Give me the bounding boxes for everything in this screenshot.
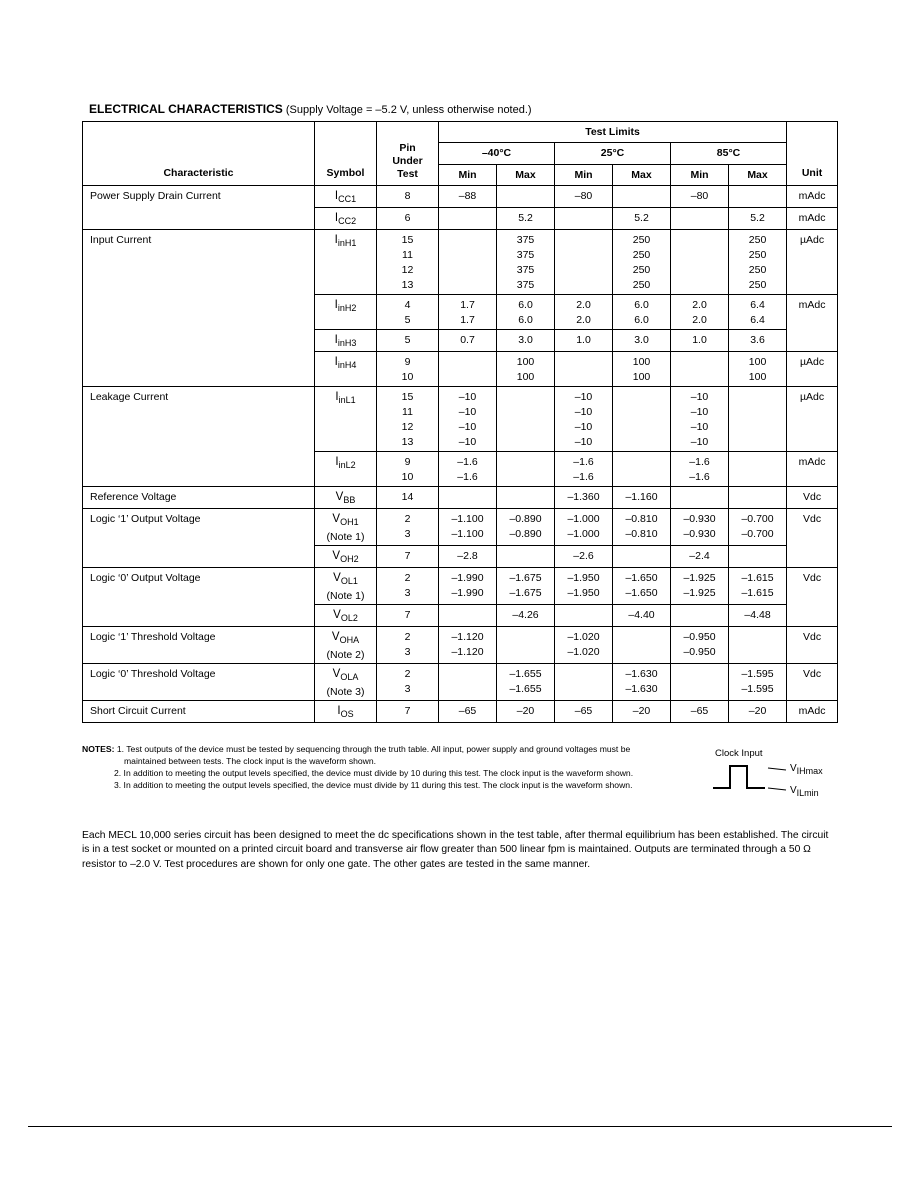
limit-cell: 6.4 6.4 <box>729 295 787 330</box>
characteristic-cell: Power Supply Drain Current <box>83 186 315 230</box>
limit-cell <box>497 387 555 452</box>
pin-cell: 15 11 12 13 <box>377 230 439 295</box>
limit-cell: 2.0 2.0 <box>555 295 613 330</box>
limit-cell: –1.630 –1.630 <box>613 664 671 701</box>
symbol-cell: IinH4 <box>315 352 377 387</box>
limit-cell: 3.0 <box>497 330 555 352</box>
limit-cell: 250 250 250 250 <box>613 230 671 295</box>
limit-cell: 5.2 <box>497 208 555 230</box>
limit-cell <box>729 487 787 509</box>
pin-cell: 7 <box>377 701 439 723</box>
symbol-cell: IinH1 <box>315 230 377 295</box>
table-row <box>83 186 838 208</box>
characteristic-cell: Logic ‘0’ Output Voltage <box>83 568 315 627</box>
limit-cell: –4.40 <box>613 605 671 627</box>
limit-cell <box>613 186 671 208</box>
unit-cell: Vdc <box>787 627 838 664</box>
unit-cell: mAdc <box>787 208 838 230</box>
limit-cell <box>613 452 671 487</box>
table-row <box>83 509 838 546</box>
limit-cell <box>555 230 613 295</box>
limit-cell: –1.6 –1.6 <box>555 452 613 487</box>
limit-cell: –1.615 –1.615 <box>729 568 787 605</box>
limit-cell: 1.0 <box>555 330 613 352</box>
notes <box>82 743 642 791</box>
limit-cell <box>671 230 729 295</box>
pin-cell: 14 <box>377 487 439 509</box>
limit-cell <box>555 605 613 627</box>
pin-cell: 4 5 <box>377 295 439 330</box>
limit-cell <box>729 387 787 452</box>
pin-cell: 8 <box>377 186 439 208</box>
header-min: Min <box>555 165 613 186</box>
unit-cell: mAdc <box>787 701 838 723</box>
limit-cell: –10 –10 –10 –10 <box>671 387 729 452</box>
characteristic-cell: Leakage Current <box>83 387 315 487</box>
limit-cell <box>439 664 497 701</box>
limit-cell: 6.0 6.0 <box>497 295 555 330</box>
table-row <box>83 387 838 452</box>
pin-cell: 7 <box>377 605 439 627</box>
symbol-cell: ICC1 <box>315 186 377 208</box>
limit-cell <box>439 230 497 295</box>
limit-cell <box>613 546 671 568</box>
header-temp-85: 85°C <box>671 143 787 165</box>
limit-cell: –1.6 –1.6 <box>671 452 729 487</box>
limit-cell: –0.810 –0.810 <box>613 509 671 546</box>
limit-cell: 100 100 <box>497 352 555 387</box>
header-min: Min <box>439 165 497 186</box>
limit-cell: –88 <box>439 186 497 208</box>
limit-cell: 100 100 <box>729 352 787 387</box>
header-symbol: Symbol <box>315 122 377 186</box>
title-condition: (Supply Voltage = –5.2 V, unless otherwise noted.) <box>285 104 532 116</box>
pin-cell: 2 3 <box>377 664 439 701</box>
limit-cell: 6.0 6.0 <box>613 295 671 330</box>
table-title <box>89 102 532 116</box>
limit-cell <box>671 208 729 230</box>
clock-input-label: Clock Input <box>715 748 763 759</box>
unit-cell: µAdc <box>787 387 838 452</box>
limit-cell <box>729 452 787 487</box>
pin-cell: 9 10 <box>377 352 439 387</box>
limit-cell: –65 <box>671 701 729 723</box>
limit-cell: –1.990 –1.990 <box>439 568 497 605</box>
symbol-cell: IinH3 <box>315 330 377 352</box>
unit-cell: µAdc <box>787 352 838 387</box>
limit-cell <box>555 352 613 387</box>
header-max: Max <box>729 165 787 186</box>
notes-label: NOTES: <box>82 744 115 754</box>
table-row <box>83 664 838 701</box>
limit-cell <box>555 664 613 701</box>
characteristic-cell: Input Current <box>83 230 315 387</box>
characteristic-cell: Logic ‘1’ Threshold Voltage <box>83 627 315 664</box>
limit-cell <box>729 186 787 208</box>
pin-cell: 2 3 <box>377 509 439 546</box>
vih-max-label: VIHmax <box>790 763 823 776</box>
test-description-paragraph: Each MECL 10,000 series circuit has been designed to meet the dc specifications shown in the test table, after thermal equilibrium has been established. The circuit is in a test socket or mounted on a printed circuit board and transverse air flow greater than 500 linear fpm is maintained. Outputs are terminated through a 50 Ω resistor to –2.0 V. Test procedures are shown for only one gate. The other gates are tested in the same manner. <box>82 830 829 870</box>
limit-cell: –0.700 –0.700 <box>729 509 787 546</box>
limit-cell: –0.950 –0.950 <box>671 627 729 664</box>
limit-cell: 0.7 <box>439 330 497 352</box>
limit-cell: –1.675 –1.675 <box>497 568 555 605</box>
limit-cell: 1.0 <box>671 330 729 352</box>
characteristic-cell: Reference Voltage <box>83 487 315 509</box>
symbol-cell: IinL2 <box>315 452 377 487</box>
unit-cell: mAdc <box>787 186 838 208</box>
limit-cell: 5.2 <box>613 208 671 230</box>
limit-cell: –20 <box>729 701 787 723</box>
limit-cell: –2.8 <box>439 546 497 568</box>
limit-cell: –1.000 –1.000 <box>555 509 613 546</box>
symbol-cell: VOL1 (Note 1) <box>315 568 377 605</box>
limit-cell <box>671 664 729 701</box>
table-row <box>83 487 838 509</box>
limit-cell <box>671 605 729 627</box>
symbol-cell: IOS <box>315 701 377 723</box>
limit-cell: –4.26 <box>497 605 555 627</box>
table-row <box>83 568 838 605</box>
symbol-cell: ICC2 <box>315 208 377 230</box>
footer-rule <box>28 1126 892 1127</box>
limit-cell: –80 <box>555 186 613 208</box>
limit-cell <box>497 186 555 208</box>
limit-cell <box>497 487 555 509</box>
table-row <box>83 701 838 723</box>
limit-cell: –1.020 –1.020 <box>555 627 613 664</box>
symbol-cell: VOH2 <box>315 546 377 568</box>
electrical-characteristics-table <box>82 121 838 723</box>
pin-cell: 9 10 <box>377 452 439 487</box>
symbol-cell: VOH1 (Note 1) <box>315 509 377 546</box>
limit-cell <box>497 627 555 664</box>
unit-cell: µAdc <box>787 230 838 295</box>
pin-cell: 6 <box>377 208 439 230</box>
limit-cell: 100 100 <box>613 352 671 387</box>
limit-cell: –1.950 –1.950 <box>555 568 613 605</box>
limit-cell: –80 <box>671 186 729 208</box>
limit-cell: –1.925 –1.925 <box>671 568 729 605</box>
header-min: Min <box>671 165 729 186</box>
note-2: 2. In addition to meeting the output levels specified, the device must divide by 10 during this test. The clock input is the waveform shown. <box>114 768 634 778</box>
limit-cell: –1.360 <box>555 487 613 509</box>
pin-cell: 15 11 12 13 <box>377 387 439 452</box>
pin-cell: 5 <box>377 330 439 352</box>
symbol-cell: IinL1 <box>315 387 377 452</box>
header-pin-under-test: Pin Under Test <box>377 122 439 186</box>
limit-cell: –4.48 <box>729 605 787 627</box>
limit-cell <box>613 627 671 664</box>
unit-cell: mAdc <box>787 452 838 487</box>
limit-cell <box>671 352 729 387</box>
limit-cell <box>729 627 787 664</box>
symbol-note: (Note 1) <box>326 590 365 602</box>
limit-cell <box>497 452 555 487</box>
characteristic-cell: Logic ‘1’ Output Voltage <box>83 509 315 568</box>
limit-cell: 3.0 <box>613 330 671 352</box>
symbol-note: (Note 1) <box>326 531 365 543</box>
limit-cell <box>729 546 787 568</box>
header-max: Max <box>497 165 555 186</box>
header-temp-minus40: –40°C <box>439 143 555 165</box>
limit-cell: –0.890 –0.890 <box>497 509 555 546</box>
limit-cell: –20 <box>497 701 555 723</box>
header-temp-25: 25°C <box>555 143 671 165</box>
symbol-cell: VBB <box>315 487 377 509</box>
header-unit: Unit <box>787 122 838 186</box>
limit-cell: –0.930 –0.930 <box>671 509 729 546</box>
limit-cell: 1.7 1.7 <box>439 295 497 330</box>
limit-cell: –65 <box>555 701 613 723</box>
symbol-cell: IinH2 <box>315 295 377 330</box>
limit-cell: –10 –10 –10 –10 <box>439 387 497 452</box>
limit-cell <box>555 208 613 230</box>
limit-cell: 375 375 375 375 <box>497 230 555 295</box>
unit-cell: Vdc <box>787 664 838 701</box>
symbol-note: (Note 2) <box>326 649 365 661</box>
limit-cell <box>439 352 497 387</box>
symbol-cell: VOHA (Note 2) <box>315 627 377 664</box>
symbol-cell: VOLA (Note 3) <box>315 664 377 701</box>
limit-cell: –1.6 –1.6 <box>439 452 497 487</box>
limit-cell: –1.120 –1.120 <box>439 627 497 664</box>
limit-cell <box>613 387 671 452</box>
limit-cell <box>439 605 497 627</box>
note-3: 3. In addition to meeting the output levels specified, the device must divide by 11 during this test. The clock input is the waveform shown. <box>114 780 633 790</box>
pin-cell: 2 3 <box>377 627 439 664</box>
note-1: 1. Test outputs of the device must be tested by sequencing through the truth table. All input, power supply and ground voltages must be maintained between tests. The clock input is the waveform shown. <box>116 744 631 766</box>
title-heading: ELECTRICAL CHARACTERISTICS <box>89 102 283 116</box>
pin-cell: 7 <box>377 546 439 568</box>
header-test-limits: Test Limits <box>439 122 787 143</box>
limit-cell <box>497 546 555 568</box>
limit-cell <box>439 208 497 230</box>
limit-cell <box>671 487 729 509</box>
limit-cell: 3.6 <box>729 330 787 352</box>
limit-cell: 250 250 250 250 <box>729 230 787 295</box>
limit-cell: –10 –10 –10 –10 <box>555 387 613 452</box>
limit-cell: –65 <box>439 701 497 723</box>
limit-cell: 2.0 2.0 <box>671 295 729 330</box>
unit-cell: Vdc <box>787 509 838 568</box>
table-body <box>83 186 838 723</box>
limit-cell: –1.655 –1.655 <box>497 664 555 701</box>
header-max: Max <box>613 165 671 186</box>
table-row <box>83 230 838 295</box>
characteristic-cell: Logic ‘0’ Threshold Voltage <box>83 664 315 701</box>
vil-min-label: VILmin <box>790 785 819 798</box>
limit-cell <box>439 487 497 509</box>
limit-cell: –2.6 <box>555 546 613 568</box>
clock-input-waveform <box>710 748 840 808</box>
limit-cell: –1.650 –1.650 <box>613 568 671 605</box>
pin-cell: 2 3 <box>377 568 439 605</box>
header-characteristic: Characteristic <box>83 122 315 186</box>
unit-cell: Vdc <box>787 487 838 509</box>
limit-cell: –20 <box>613 701 671 723</box>
table-row <box>83 627 838 664</box>
limit-cell: –2.4 <box>671 546 729 568</box>
limit-cell: –1.595 –1.595 <box>729 664 787 701</box>
symbol-note: (Note 3) <box>326 686 365 698</box>
characteristic-cell: Short Circuit Current <box>83 701 315 723</box>
limit-cell: –1.160 <box>613 487 671 509</box>
unit-cell: mAdc <box>787 295 838 352</box>
limit-cell: 5.2 <box>729 208 787 230</box>
unit-cell: Vdc <box>787 568 838 627</box>
limit-cell: –1.100 –1.100 <box>439 509 497 546</box>
symbol-cell: VOL2 <box>315 605 377 627</box>
